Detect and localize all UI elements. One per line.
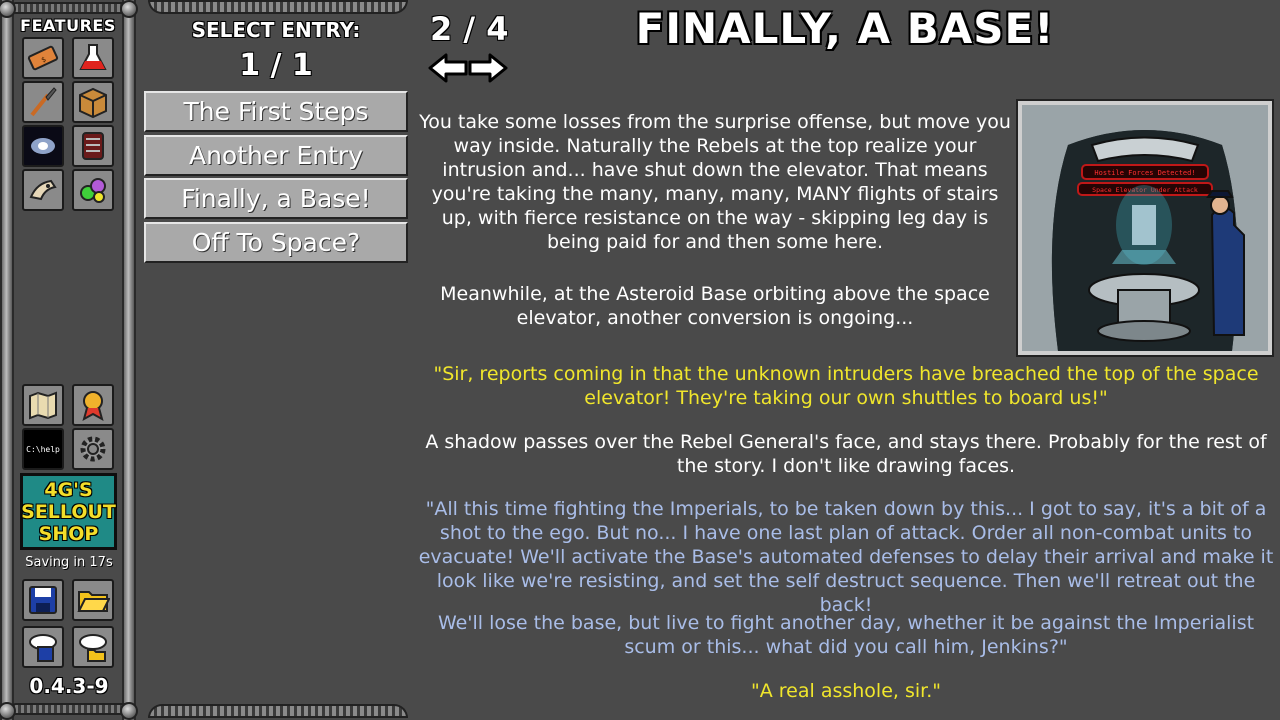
top-grill — [148, 0, 408, 14]
features-title: FEATURES — [20, 16, 116, 35]
sellout-shop-button[interactable]: 4G'S SELLOUT SHOP — [20, 473, 117, 550]
dialogue-line: "Sir, reports coming in that the unknown intruders have breached the top of the space elevator! They're taking our own shuttles to board us!" — [433, 363, 1259, 409]
fossil-icon[interactable] — [22, 169, 64, 211]
potion-icon[interactable] — [72, 37, 114, 79]
save-icon[interactable] — [22, 579, 64, 621]
gear-icon[interactable] — [72, 428, 114, 470]
armor-icon[interactable] — [72, 125, 114, 167]
page-arrows — [428, 52, 508, 84]
map-icon[interactable] — [22, 384, 64, 426]
dialogue-line: "A real asshole, sir." — [751, 680, 941, 702]
right-rail — [122, 0, 136, 720]
medal-icon[interactable] — [72, 384, 114, 426]
terminal-text: C:\help — [26, 444, 60, 454]
saving-status: Saving in 17s — [25, 555, 113, 570]
cloud-save-icon[interactable] — [22, 626, 64, 668]
rivet-icon — [120, 702, 138, 720]
select-entry-label: SELECT ENTRY: — [191, 18, 361, 42]
dialogue-line: "All this time fighting the Imperials, to be taken down by this... I got to say, it's a bit of a shot to the ego. But no... I have one last plan of attack. Order all non-combat units to evacuate! We'll activate the Base's automated defenses to delay their arrival and make it look like we're resisting, and set the self destruct sequence. Then we'll retreat out the back! — [418, 498, 1274, 616]
story-paragraph: A shadow passes over the Rebel General's face, and stays there. Probably for the rest of the story. I don't like drawing faces. — [425, 431, 1267, 477]
svg-text:$: $ — [40, 55, 48, 65]
rivet-icon — [120, 0, 138, 18]
story-paragraph: Meanwhile, at the Asteroid Base orbiting above the space elevator, another conversion is ongoing... — [440, 283, 990, 329]
entry-button-off-to-space[interactable]: Off To Space? — [144, 222, 408, 263]
bottom-grill — [148, 704, 408, 718]
cash-icon[interactable] — [22, 37, 64, 79]
version-label: 0.4.3-9 — [29, 674, 109, 698]
entry-button-finally-a-base[interactable]: Finally, a Base! — [144, 178, 408, 219]
prev-page-arrow-icon[interactable] — [430, 55, 466, 81]
next-page-arrow-icon[interactable] — [470, 55, 506, 81]
entry-counter: 1 / 1 — [239, 48, 313, 83]
load-folder-icon[interactable] — [72, 579, 114, 621]
story-illustration — [1018, 101, 1272, 355]
brush-icon[interactable] — [22, 81, 64, 123]
page-counter: 2 / 4 — [430, 10, 509, 48]
entry-button-first-steps[interactable]: The First Steps — [144, 91, 408, 132]
gems-icon[interactable] — [72, 169, 114, 211]
top-slider-bar — [10, 2, 130, 14]
crate-icon[interactable] — [72, 81, 114, 123]
story-paragraph: You take some losses from the surprise offense, but move you way inside. Naturally the Rebels at the top realize your intrusion and... have shut down the elevator. That means you're taking the many, many, many, MANY flights of stairs up, with fierce resistance on the way - skipping leg day is being paid for and then some here. — [419, 111, 1011, 253]
left-rail — [0, 0, 14, 720]
terminal-icon[interactable] — [22, 428, 64, 470]
alert-screen-line-2: Space Elevator Under Attack — [1092, 186, 1198, 194]
dialogue-line: We'll lose the base, but live to fight another day, whether it be against the Imperialist scum or this... what did you call him, Jenkins?" — [437, 612, 1255, 658]
bottom-slider-bar — [10, 703, 130, 715]
entry-button-another-entry[interactable]: Another Entry — [144, 135, 408, 176]
cloud-load-icon[interactable] — [72, 626, 114, 668]
alert-screen-line-1: Hostile Forces Detected! — [1094, 169, 1196, 177]
story-title: FINALLY, A BASE! — [635, 4, 1055, 53]
galaxy-icon[interactable] — [22, 125, 64, 167]
